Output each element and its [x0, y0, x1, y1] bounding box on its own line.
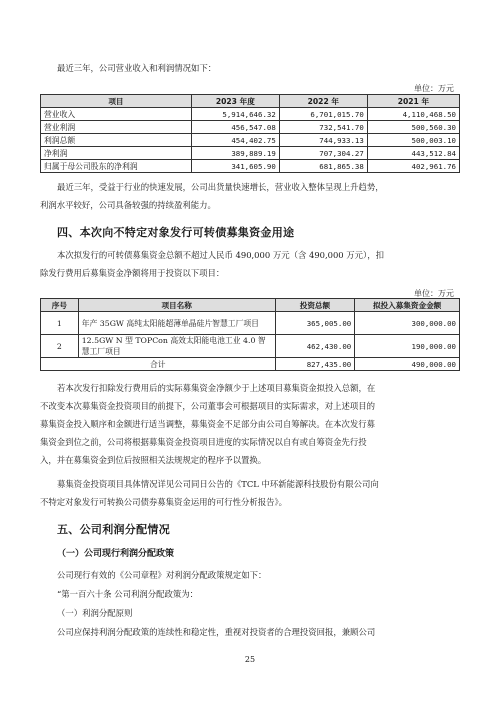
paragraph: 募集资金投资项目具体情况详见公司同日公告的《TCL 中环新能源科技股份有限公司向: [57, 479, 379, 489]
paragraph: 除发行费用后募集资金净额将用于投资以下项目：: [40, 268, 225, 278]
value-cell: 744,933.13: [279, 134, 367, 147]
table-row: [41, 312, 460, 335]
section-title: 五、公司利润分配情况: [57, 523, 170, 536]
value-cell: 443,512.84: [367, 147, 459, 160]
row-index: 2: [41, 335, 79, 358]
value-cell: 341,605.90: [191, 160, 279, 173]
table-row: [41, 335, 460, 358]
project-name: 12.5GW N 型 TOPCon 高效太阳能电池工业 4.0 智慧工厂项目: [78, 335, 275, 358]
value-cell: 454,402.75: [191, 134, 279, 147]
header-cell: 2023 年度: [191, 95, 279, 108]
paragraph: 集资金到位之前，公司将根据募集资金投资项目进度的实际情况以自有或自筹资金先行投: [40, 437, 367, 447]
value-cell: 389,889.19: [191, 147, 279, 160]
header-cell: 投资总额: [275, 299, 355, 312]
table-row: [41, 147, 460, 160]
total-invest: 827,435.00: [275, 358, 355, 371]
header-cell: 项目: [41, 95, 192, 108]
subsection-title: （一）公司现行利润分配政策: [57, 549, 175, 559]
intro-text: 最近三年，公司营业收入和利润情况如下：: [57, 63, 217, 73]
value-cell: 300,000.00: [355, 312, 460, 335]
total-label: 合计: [41, 358, 276, 371]
paragraph: 不改变本次募集资金投资项目的前提下，公司董事会可根据项目的实际需求，对上述项目的: [40, 401, 375, 411]
value-cell: 5,914,646.32: [191, 108, 279, 121]
table-row: [41, 121, 460, 134]
table-row: [41, 134, 460, 147]
row-index: 1: [41, 312, 79, 335]
paragraph: 公司应保持利润分配政策的连续性和稳定性，重视对投资者的合理投资回报，兼顾公司: [57, 627, 376, 637]
paragraph: 最近三年，受益于行业的快速发展，公司出货量快速增长，营业收入整体呈现上升趋势，: [57, 182, 384, 192]
paragraph: （一）利润分配原则: [57, 608, 133, 618]
paragraph: 公司现行有效的《公司章程》对利润分配政策规定如下：: [57, 570, 267, 580]
header-cell: 项目名称: [78, 299, 275, 312]
table-header-row: [41, 95, 460, 108]
section-title: 四、本次向不特定对象发行可转债募集资金用途: [57, 226, 295, 239]
table-total-row: [41, 358, 460, 371]
value-cell: 500,003.10: [367, 134, 459, 147]
row-label: 归属于母公司股东的净利润: [41, 160, 192, 173]
unit-label: 单位：万元: [414, 289, 454, 298]
row-label: 营业收入: [41, 108, 192, 121]
header-cell: 2022 年: [279, 95, 367, 108]
value-cell: 402,961.76: [367, 160, 459, 173]
value-cell: 707,304.27: [279, 147, 367, 160]
unit-label: 单位：万元: [414, 84, 454, 93]
table-row: [41, 160, 460, 173]
value-cell: 6,701,015.70: [279, 108, 367, 121]
row-label: 利润总额: [41, 134, 192, 147]
paragraph: 利润水平较好，公司具备较强的持续盈利能力。: [40, 200, 216, 210]
paragraph: 若本次发行扣除发行费用后的实际募集资金净额少于上述项目募集资金拟投入总额，在: [57, 383, 376, 393]
row-label: 净利润: [41, 147, 192, 160]
value-cell: 681,865.38: [279, 160, 367, 173]
financial-table: [40, 94, 460, 173]
table-row: [41, 108, 460, 121]
page-number: 25: [244, 655, 256, 664]
paragraph: 本次拟发行的可转债募集资金总额不超过人民币 490,000 万元（含 490,000 万元），扣: [57, 250, 384, 260]
header-cell: 2021 年: [367, 95, 459, 108]
value-cell: 365,005.00: [275, 312, 355, 335]
value-cell: 500,560.30: [367, 121, 459, 134]
total-raise: 490,000.00: [355, 358, 460, 371]
project-name: 年产 35GW 高纯太阳能超薄单晶硅片智慧工厂项目: [78, 312, 275, 335]
paragraph: 不特定对象发行可转换公司债券募集资金运用的可行性分析报告》。: [40, 497, 288, 507]
header-cell: 序号: [41, 299, 79, 312]
paragraph: 募集资金投入顺序和金额进行适当调整，募集资金不足部分由公司自筹解决。在本次发行募: [40, 419, 375, 429]
paragraph: 入，并在募集资金到位后按照相关法规规定的程序予以置换。: [40, 455, 267, 465]
paragraph: “第一百六十条 公司利润分配政策为：: [57, 589, 198, 599]
header-cell: 拟投入募集资金金额: [355, 299, 460, 312]
value-cell: 4,110,468.50: [367, 108, 459, 121]
row-label: 营业利润: [41, 121, 192, 134]
value-cell: 456,547.08: [191, 121, 279, 134]
investment-table: [40, 298, 460, 371]
value-cell: 732,541.70: [279, 121, 367, 134]
value-cell: 190,000.00: [355, 335, 460, 358]
table-header-row: [41, 299, 460, 312]
value-cell: 462,430.00: [275, 335, 355, 358]
